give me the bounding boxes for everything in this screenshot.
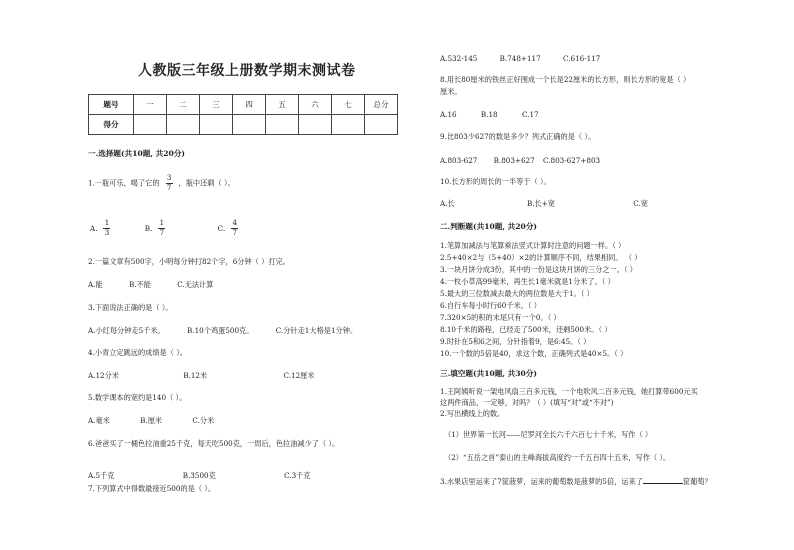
fraction-denominator: 7 xyxy=(166,184,172,192)
fill-question-2: 2.写出横线上的数。 xyxy=(440,409,505,418)
option-a[interactable]: A.532-145 xyxy=(440,54,478,63)
option-c[interactable]: C.616-117 xyxy=(562,54,601,63)
score-table-col: 六 xyxy=(299,95,332,115)
question-9: 9.比803少627的数是多少？列式正确的是（ ）。 xyxy=(440,132,596,141)
option-a[interactable]: A.长 xyxy=(440,199,455,208)
question-3: 3.下面说法正确的是（ ）。 xyxy=(88,303,173,312)
judge-item: 3.一块月饼分成3份，其中的一份是这块月饼的三分之一。（ ） xyxy=(440,265,637,274)
option-c[interactable]: C.分米 xyxy=(192,416,215,425)
option-c[interactable]: C.12厘米 xyxy=(283,371,315,380)
section-title-choice: 一.选择题(共10题, 共20分) xyxy=(88,149,186,158)
question-5: 5.数学课本的宽约是140（ ）。 xyxy=(88,393,187,402)
question-8-cont: 厘米。 xyxy=(440,87,462,96)
question-4-options xyxy=(88,372,339,381)
option-c[interactable]: C.分针走1大格是1分钟。 xyxy=(275,326,358,335)
fraction-numerator: 4 xyxy=(232,219,237,227)
question-2-options xyxy=(88,281,238,290)
score-table-row-label: 得分 xyxy=(89,115,134,135)
section-title-judge: 二.判断题(共10题, 共20分) xyxy=(440,222,538,231)
fraction-numerator: 3 xyxy=(166,174,172,182)
option-a[interactable]: A.12分米 xyxy=(88,371,119,380)
option-b[interactable]: B.不能 xyxy=(128,280,151,289)
judge-item: 7.320×5的积的末尾只有一个0。（ ） xyxy=(440,313,561,322)
option-b[interactable]: B.厘米 xyxy=(140,416,163,425)
judge-item: 10.一个数的5倍是40，求这个数，正确列式是40×5。（ ） xyxy=(440,349,628,358)
fill-question-3-text-post: 筐葡萄？ xyxy=(682,477,712,486)
question-5-options xyxy=(88,417,238,426)
option-a[interactable]: A.16 xyxy=(440,110,457,119)
question-1 xyxy=(88,175,235,192)
option-b[interactable]: B.3500克 xyxy=(182,471,216,480)
option-b[interactable] xyxy=(144,219,172,237)
section-title-fill: 三.填空题(共10题, 共30分) xyxy=(440,369,538,378)
judge-item: 9.时针在5和6之间，分针指着9，是6:45。（ ） xyxy=(440,337,591,346)
fraction xyxy=(231,220,238,237)
question-9-options xyxy=(440,157,624,166)
fraction xyxy=(158,220,165,237)
score-cell[interactable] xyxy=(167,115,200,135)
option-c[interactable]: C.3千克 xyxy=(284,471,311,480)
judge-item: 6.自行车每小时行60千米。（ ） xyxy=(440,301,541,310)
fraction-denominator: 7 xyxy=(159,229,165,237)
fraction-numerator: 1 xyxy=(104,219,110,227)
option-letter: C. xyxy=(217,223,226,233)
fraction-denominator: 7 xyxy=(232,229,237,237)
question-1-options xyxy=(90,220,268,237)
score-table-col: 四 xyxy=(233,95,266,115)
score-table-col: 三 xyxy=(200,95,233,115)
score-table-header-label: 题号 xyxy=(89,95,134,115)
question-7-options xyxy=(440,55,624,64)
option-c[interactable]: C.无法计算 xyxy=(177,280,214,289)
question-1-text-pre: 1.一瓶可乐，喝了它的 xyxy=(88,178,160,188)
option-c[interactable]: C.17 xyxy=(521,110,539,119)
judge-item: 4.一枚小草高99毫米，再生长1毫米就是1分米了。（ ） xyxy=(440,277,615,286)
question-7: 7.下列算式中得数最接近500的是（ ）。 xyxy=(88,484,216,493)
option-a[interactable] xyxy=(90,219,116,237)
question-1-text-post: ，瓶中还剩（ ）。 xyxy=(178,178,235,188)
option-c[interactable]: C.803-627+803 xyxy=(542,156,601,165)
option-c[interactable]: C.宽 xyxy=(633,199,648,208)
question-6: 6.爸爸买了一桶色拉油重25千克，每天吃500克，一周后，色拉油减少了（ ）。 xyxy=(88,439,340,448)
score-table-col: 总分 xyxy=(365,95,398,115)
question-3-options xyxy=(88,327,381,336)
score-table xyxy=(88,94,398,135)
option-a[interactable]: A.能 xyxy=(88,280,103,289)
score-table-score-row xyxy=(89,115,398,135)
judge-item: 2.5+40×2与（5+40）×2的计算顺序不同，结果相同。 （ ） xyxy=(440,253,642,262)
option-b[interactable]: B.18 xyxy=(480,110,498,119)
score-table-col: 七 xyxy=(332,95,365,115)
page-title: 人教版三年级上册数学期末测试卷 xyxy=(138,63,356,79)
score-table-col: 五 xyxy=(266,95,299,115)
fraction xyxy=(166,175,173,192)
fill-question-3-text-pre: 3.水果店里运来了7筐菠萝，运来的葡萄数是菠萝的5倍，运来了 xyxy=(440,477,643,486)
question-10: 10.长方形的周长的一半等于（ ）。 xyxy=(440,177,551,186)
option-b[interactable]: B.10个鸡蛋500克。 xyxy=(187,326,254,335)
fraction-numerator: 1 xyxy=(159,219,165,227)
fill-question-3 xyxy=(440,477,712,487)
fraction-denominator: 3 xyxy=(104,229,110,237)
option-a[interactable]: A.803-627 xyxy=(440,156,478,165)
option-b[interactable]: B.748+117 xyxy=(499,54,541,63)
option-letter: A. xyxy=(90,223,98,233)
score-cell[interactable] xyxy=(266,115,299,135)
score-table-header-row xyxy=(89,95,398,115)
score-cell[interactable] xyxy=(233,115,266,135)
question-8: 8.用长80厘米的铁丝正好围成一个长是22厘米的长方形，则长方形的宽是（ ） xyxy=(440,75,691,84)
fraction xyxy=(103,220,110,237)
judge-item: 1.笔算加减法与笔算乘法竖式计算时注意的问题一样。（ ） xyxy=(440,241,626,250)
option-a[interactable]: A.毫米 xyxy=(88,416,110,425)
option-a[interactable]: A.小红每分钟走5千米。 xyxy=(88,326,165,335)
score-cell[interactable] xyxy=(299,115,332,135)
judge-item: 8.10千米的路程，已经走了500米，还剩500米。（ ） xyxy=(440,325,612,334)
option-a[interactable]: A.5千克 xyxy=(88,471,115,480)
score-table-col: 一 xyxy=(134,95,167,115)
option-b[interactable]: B.803+627 xyxy=(493,156,535,165)
fill-question-2a: （1）世界第一长河——尼罗河全长六千六百七十千米，写作（ ） xyxy=(444,430,653,439)
score-cell[interactable] xyxy=(134,115,167,135)
score-cell[interactable] xyxy=(365,115,398,135)
judge-item: 5.最大的三位数减去最大的两位数是大于1。（ ） xyxy=(440,289,594,298)
fill-question-1-cont: 这两件商品，一定够，对吗？（ ）(填写“对”或“不对”) xyxy=(440,398,614,407)
fill-question-2b: （2）“五岳之首”泰山的主峰海拔高度约一千五百四十五米，写作（ ）。 xyxy=(444,453,671,462)
option-c[interactable] xyxy=(217,219,245,237)
option-b[interactable]: B.长+宽 xyxy=(526,199,555,208)
score-cell[interactable] xyxy=(332,115,365,135)
question-10-options xyxy=(440,200,672,209)
question-8-options xyxy=(440,111,563,120)
score-cell[interactable] xyxy=(200,115,233,135)
question-6-options xyxy=(88,472,335,481)
question-2: 2.一篇文章有500字，小明每分钟打82个字，6分钟（ ）打完。 xyxy=(88,257,290,266)
question-4: 4.小青立定跳远的成绩是（ ）。 xyxy=(88,348,187,357)
option-b[interactable]: B.12米 xyxy=(183,371,208,380)
option-letter: B. xyxy=(144,223,153,233)
fill-question-1: 1.王阿姨听说一架电风扇三百多元钱，一个电吹风二百多元钱，她打算带600元买 xyxy=(440,387,698,396)
answer-blank[interactable] xyxy=(643,477,683,484)
score-table-col: 二 xyxy=(167,95,200,115)
